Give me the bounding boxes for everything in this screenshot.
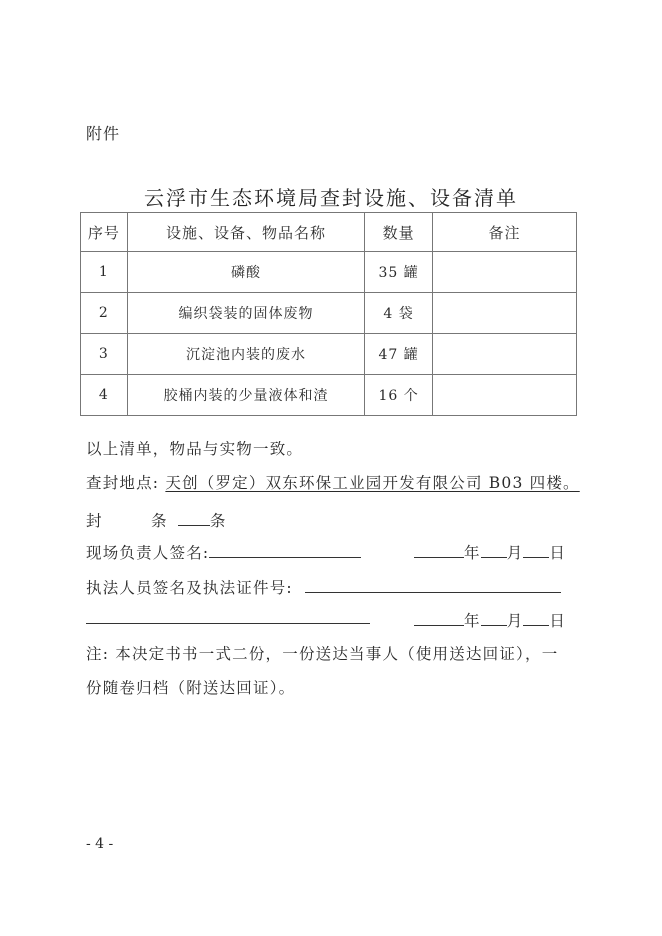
- note-line-1: 注: 本决定书书一式二份，一份送达当事人（使用送达回证），一: [86, 645, 559, 663]
- year-label: 年: [464, 612, 481, 630]
- onsite-year-blank[interactable]: [414, 543, 464, 558]
- cell-remarks: [432, 334, 576, 375]
- header-quantity: 数量: [365, 213, 433, 252]
- onsite-date-line: [414, 541, 566, 563]
- onsite-day-blank[interactable]: [523, 543, 549, 558]
- attachment-label: 附件: [86, 124, 121, 143]
- cell-item-name: 沉淀池内装的废水: [127, 334, 364, 375]
- cell-serial-number: 2: [81, 293, 128, 334]
- cell-serial-number: 3: [81, 334, 128, 375]
- table-header-row: [81, 213, 577, 252]
- officer-id-blank[interactable]: [86, 609, 370, 624]
- page-number: - 4 -: [86, 836, 114, 852]
- cell-remarks: [432, 252, 576, 293]
- cell-serial-number: 4: [81, 375, 128, 416]
- month-label: 月: [506, 544, 524, 562]
- cell-remarks: [432, 375, 576, 416]
- officer-month-blank[interactable]: [481, 611, 507, 626]
- cell-item-name: 胶桶内装的少量液体和渣: [127, 375, 364, 416]
- onsite-signature-label: 现场负责人签名:: [86, 544, 210, 562]
- onsite-signature-blank[interactable]: [209, 543, 361, 558]
- day-label: 日: [549, 612, 567, 630]
- year-label: 年: [464, 544, 481, 562]
- cell-serial-number: 1: [81, 252, 128, 293]
- table-row: [81, 334, 577, 375]
- seal-location-line: [86, 471, 580, 493]
- seal-strip-unit: 条: [209, 512, 227, 530]
- officer-date-line: [414, 609, 566, 631]
- cell-remarks: [432, 293, 576, 334]
- cell-item-name: 编织袋装的固体废物: [127, 293, 364, 334]
- officer-signature-label: 执法人员签名及执法证件号:: [86, 579, 293, 597]
- header-serial-number: 序号: [81, 213, 128, 252]
- consistency-statement: 以上清单，物品与实物一致。: [86, 440, 304, 458]
- note-line-2: 份随卷归档（附送达回证）。: [86, 679, 296, 697]
- cell-quantity: 16 个: [365, 375, 433, 416]
- officer-year-blank[interactable]: [414, 611, 464, 626]
- officer-signature-blank[interactable]: [305, 578, 561, 593]
- header-remarks: 备注: [432, 213, 576, 252]
- sealed-items-table: [80, 212, 577, 416]
- seal-strip-line: [86, 509, 227, 531]
- table-row: [81, 375, 577, 416]
- day-label: 日: [549, 544, 567, 562]
- cell-item-name: 磷酸: [127, 252, 364, 293]
- cell-quantity: 47 罐: [365, 334, 433, 375]
- seal-strip-label-1: 封: [86, 512, 103, 530]
- document-title: 云浮市生态环境局查封设施、设备清单: [144, 186, 518, 210]
- officer-signature-line: [86, 576, 561, 598]
- cell-quantity: 4 袋: [365, 293, 433, 334]
- onsite-month-blank[interactable]: [481, 543, 507, 558]
- onsite-signature-line: [86, 541, 361, 563]
- table-row: [81, 293, 577, 334]
- cell-quantity: 35 罐: [365, 252, 433, 293]
- month-label: 月: [506, 612, 524, 630]
- seal-strip-count-blank[interactable]: [178, 511, 210, 526]
- seal-location-label: 查封地点:: [86, 474, 160, 492]
- officer-day-blank[interactable]: [523, 611, 549, 626]
- officer-signature-line-2: [86, 609, 370, 628]
- seal-location-value: 天创（罗定）双东环保工业园开发有限公司 B03 四楼。: [165, 474, 580, 492]
- table-row: [81, 252, 577, 293]
- header-item-name: 设施、设备、物品名称: [127, 213, 364, 252]
- seal-strip-label-2: 条: [150, 512, 168, 530]
